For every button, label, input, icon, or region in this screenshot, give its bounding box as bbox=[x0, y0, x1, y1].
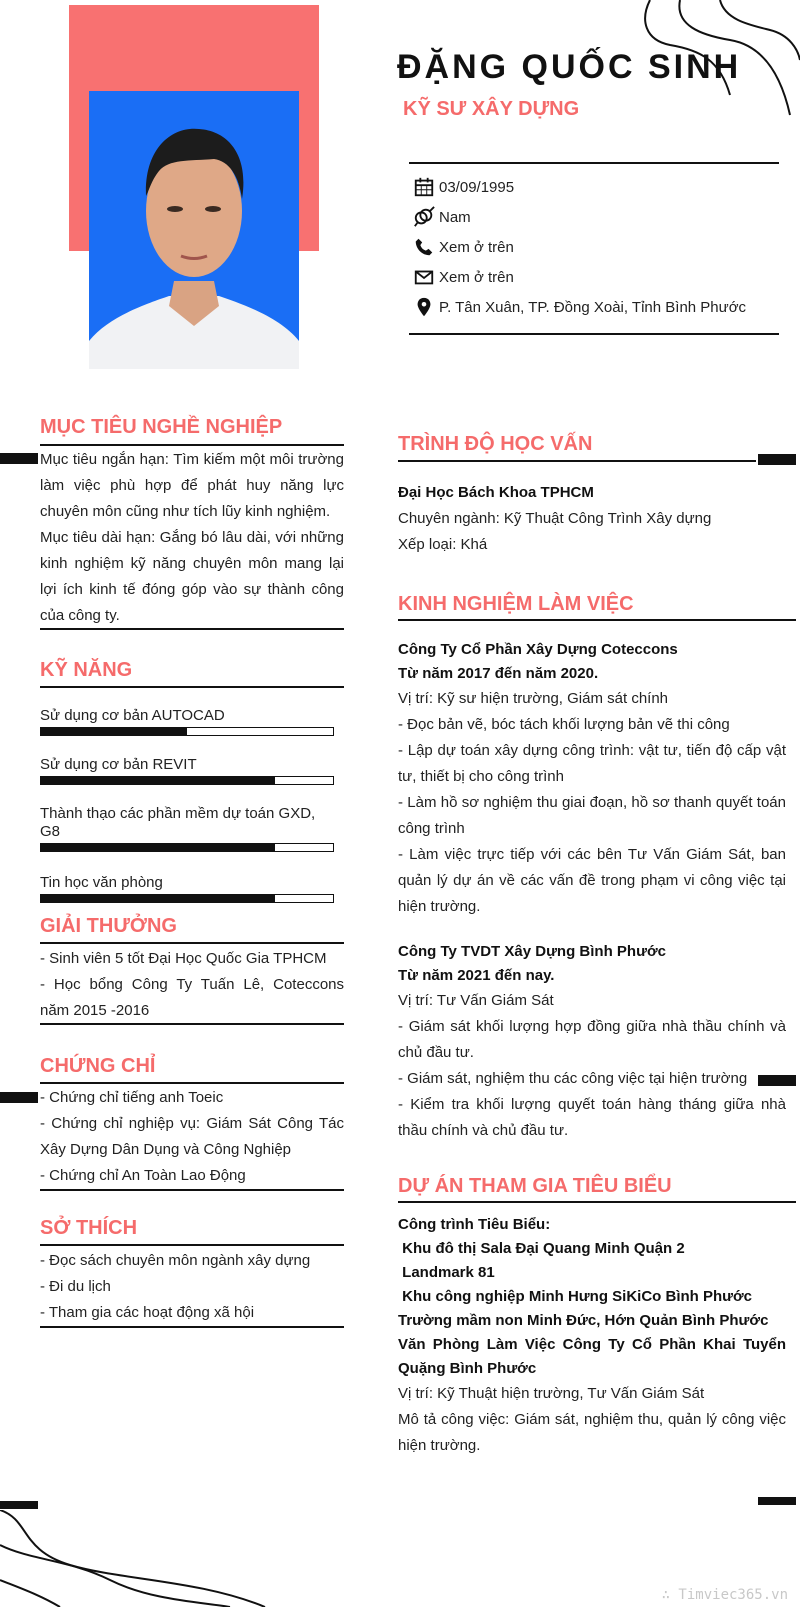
project-item: Khu công nghiệp Minh Hưng SiKiCo Bình Phước bbox=[398, 1288, 753, 1305]
decorative-bar bbox=[0, 1092, 38, 1103]
envelope-icon bbox=[413, 266, 435, 288]
certificates-divider bbox=[40, 1082, 344, 1084]
job-duty: - Giám sát khối lượng hợp đồng giữa nhà thầu chính và chủ đầu tư. bbox=[398, 1018, 786, 1061]
objective-title: MỤC TIÊU NGHỀ NGHIỆP bbox=[40, 416, 283, 438]
job-duty: - Đọc bản vẽ, bóc tách khối lượng bản vẽ thi công bbox=[398, 716, 730, 733]
project-item: Văn Phòng Làm Việc Công Ty Cổ Phần Khai Tuyển Quặng Bình Phước bbox=[398, 1336, 786, 1377]
job-duty: - Kiểm tra khối lượng quyết toán hàng tháng giữa nhà thầu chính và chủ đầu tư. bbox=[398, 1096, 786, 1139]
skill-label: Tin học văn phòng bbox=[40, 874, 163, 891]
project-item: Trường mầm non Minh Đức, Hớn Quản Bình Phước bbox=[398, 1312, 769, 1329]
address-value: P. Tân Xuân, TP. Đồng Xoài, Tỉnh Bình Phước bbox=[439, 298, 747, 316]
education-title: TRÌNH ĐỘ HỌC VẤN bbox=[398, 433, 593, 455]
skill-level-bar bbox=[40, 894, 334, 903]
gender-value: Nam bbox=[439, 208, 471, 226]
email-value: Xem ở trên bbox=[439, 268, 514, 286]
contact-address bbox=[413, 295, 746, 319]
skill-level-fill bbox=[41, 895, 275, 902]
objective-text bbox=[40, 447, 344, 629]
hobbies-divider-bottom bbox=[40, 1326, 344, 1328]
education-grade: Xếp loại: Khá bbox=[398, 536, 488, 553]
certificate-item: - Chứng chỉ An Toàn Lao Động bbox=[40, 1167, 246, 1184]
award-item: - Sinh viên 5 tốt Đại Học Quốc Gia TPHCM bbox=[40, 950, 327, 967]
skill-level-fill bbox=[41, 844, 275, 851]
projects-divider bbox=[398, 1201, 796, 1203]
job-period: Từ năm 2021 đến nay. bbox=[398, 967, 555, 984]
profile-photo bbox=[89, 91, 299, 369]
skill-item bbox=[40, 874, 334, 903]
watermark: ∴ Timviec365.vn bbox=[661, 1587, 788, 1603]
calendar-icon bbox=[413, 176, 435, 198]
contact-divider-top bbox=[409, 162, 779, 164]
skill-item bbox=[40, 756, 334, 785]
skills-title: KỸ NĂNG bbox=[40, 659, 133, 681]
decorative-bar bbox=[758, 454, 796, 465]
projects-heading: Công trình Tiêu Biểu: bbox=[398, 1216, 551, 1233]
contact-phone bbox=[413, 235, 514, 259]
job-duty: - Giám sát, nghiệm thu các công việc tại hiện trường bbox=[398, 1070, 748, 1087]
job-company: Công Ty TVDT Xây Dựng Bình Phước bbox=[398, 943, 666, 960]
certificate-item: - Chứng chỉ tiếng anh Toeic bbox=[40, 1089, 224, 1106]
experience-divider bbox=[398, 619, 796, 621]
objective-short-term: Mục tiêu ngắn hạn: Tìm kiếm một môi trường làm việc phù hợp để phát huy năng lực chuyên môn cũng như tích lũy kinh nghiệm. bbox=[40, 451, 344, 520]
award-item: - Học bổng Công Ty Tuấn Lê, Coteccons năm 2015 -2016 bbox=[40, 976, 344, 1019]
skill-level-bar bbox=[40, 776, 334, 785]
job-position: Vị trí: Tư Vấn Giám Sát bbox=[398, 992, 554, 1009]
projects-details bbox=[398, 1213, 786, 1459]
skill-item bbox=[40, 805, 334, 852]
hobby-item: - Tham gia các hoạt động xã hội bbox=[40, 1304, 255, 1321]
candidate-name: ĐẶNG QUỐC SINH bbox=[397, 48, 742, 86]
education-school: Đại Học Bách Khoa TPHCM bbox=[398, 484, 594, 501]
awards-title: GIẢI THƯỞNG bbox=[40, 915, 177, 937]
objective-divider-bottom bbox=[40, 628, 344, 630]
objective-divider bbox=[40, 444, 344, 446]
birthday-value: 03/09/1995 bbox=[439, 178, 515, 196]
project-item: Landmark 81 bbox=[398, 1264, 495, 1281]
project-item: Khu đô thị Sala Đại Quang Minh Quận 2 bbox=[398, 1240, 685, 1257]
phone-value: Xem ở trên bbox=[439, 238, 514, 256]
projects-description: Mô tả công việc: Giám sát, nghiệm thu, quản lý công việc hiện trường. bbox=[398, 1411, 786, 1454]
experience-job-1 bbox=[398, 638, 786, 920]
gender-icon bbox=[413, 206, 435, 228]
skill-label: Thành thạo các phần mềm dự toán GXD, G8 bbox=[40, 805, 316, 840]
job-position: Vị trí: Kỹ sư hiện trường, Giám sát chính bbox=[398, 690, 669, 707]
education-divider bbox=[398, 460, 756, 462]
awards-list bbox=[40, 946, 344, 1024]
job-duty: - Làm việc trực tiếp với các bên Tư Vấn Giám Sát, ban quản lý dự án về các vấn đề trong phạm vi công việc tại hiện trường. bbox=[398, 846, 786, 915]
location-pin-icon bbox=[413, 296, 435, 318]
skill-item bbox=[40, 707, 334, 736]
hobbies-divider bbox=[40, 1244, 344, 1246]
decorative-bar bbox=[0, 453, 38, 464]
education-details bbox=[398, 480, 788, 558]
contact-divider-bottom bbox=[409, 333, 779, 335]
hobby-item: - Đi du lịch bbox=[40, 1278, 111, 1295]
contact-gender bbox=[413, 205, 471, 229]
decorative-bar bbox=[758, 1497, 796, 1505]
skills-divider bbox=[40, 686, 344, 688]
job-title: KỸ SƯ XÂY DỰNG bbox=[403, 98, 580, 120]
skill-level-bar bbox=[40, 727, 334, 736]
certificates-divider-bottom bbox=[40, 1189, 344, 1191]
decorative-swirl-bottom bbox=[0, 1510, 280, 1607]
decorative-bar bbox=[0, 1501, 38, 1509]
job-company: Công Ty Cổ Phần Xây Dựng Coteccons bbox=[398, 641, 678, 658]
experience-job-2 bbox=[398, 940, 786, 1144]
projects-position: Vị trí: Kỹ Thuật hiện trường, Tư Vấn Giám Sát bbox=[398, 1385, 705, 1402]
job-duty: - Làm hồ sơ nghiệm thu giai đoạn, hồ sơ thanh quyết toán công trình bbox=[398, 794, 786, 837]
contact-birthday bbox=[413, 175, 514, 199]
hobbies-title: SỞ THÍCH bbox=[40, 1217, 138, 1239]
hobbies-list bbox=[40, 1248, 344, 1326]
hobby-item: - Đọc sách chuyên môn ngành xây dựng bbox=[40, 1252, 311, 1269]
job-duty: - Lập dự toán xây dựng công trình: vật tư, tiến độ cấp vật tư, thiết bị cho công trình bbox=[398, 742, 786, 785]
skill-label: Sử dụng cơ bản AUTOCAD bbox=[40, 707, 225, 724]
certificate-item: - Chứng chỉ nghiệp vụ: Giám Sát Công Tác Xây Dựng Dân Dụng và Công Nghiệp bbox=[40, 1115, 344, 1158]
certificates-list bbox=[40, 1085, 344, 1189]
decorative-bar bbox=[758, 1075, 796, 1086]
awards-divider bbox=[40, 942, 344, 944]
skill-label: Sử dụng cơ bản REVIT bbox=[40, 756, 197, 773]
skill-level-fill bbox=[41, 728, 187, 735]
objective-long-term: Mục tiêu dài hạn: Gắng bó lâu dài, với những kinh nghiệm kỹ năng chuyên môn mang lại lợi ích kinh tế đóng góp vào sự thành công của công ty. bbox=[40, 529, 344, 624]
experience-title: KINH NGHIỆM LÀM VIỆC bbox=[398, 593, 634, 615]
skill-level-bar bbox=[40, 843, 334, 852]
job-period: Từ năm 2017 đến năm 2020. bbox=[398, 665, 599, 682]
awards-divider-bottom bbox=[40, 1023, 344, 1025]
skill-level-fill bbox=[41, 777, 275, 784]
education-major: Chuyên ngành: Kỹ Thuật Công Trình Xây dựng bbox=[398, 510, 712, 527]
contact-email bbox=[413, 265, 514, 289]
phone-icon bbox=[413, 236, 435, 258]
certificates-title: CHỨNG CHỈ bbox=[40, 1055, 156, 1077]
projects-title: DỰ ÁN THAM GIA TIÊU BIỂU bbox=[398, 1175, 672, 1197]
